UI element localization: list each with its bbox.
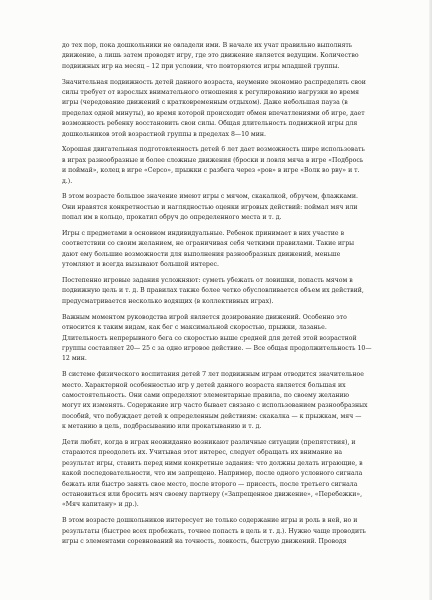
text-line: подвижных игр на месяц – 12 при условии, что повторяются игры младшей группы. bbox=[62, 62, 340, 70]
text-line: пределах одной минуты), во время которой происходит обмен впечатлениями об игре, дает bbox=[62, 109, 365, 117]
text-line: Игры с предметами в основном индивидуальные. Ребенок принимает в них участие в bbox=[62, 230, 345, 238]
text-line: пособий, что побуждает детей к определенным действиям: скакалка — к прыжкам, мяч — bbox=[62, 412, 362, 420]
text-line: Значительная подвижность детей данного возраста, неумение экономно распределять свои bbox=[62, 78, 366, 86]
text-line: игры (чередование движений с кратковременным отдыхом). Даже небольшая пауза (в bbox=[62, 99, 348, 107]
paragraph bbox=[62, 516, 391, 547]
text-line: остановиться или бросить мяч своему партнеру («Запрещенное движение», «Перебежки», bbox=[62, 490, 363, 498]
text-line: движение, а лишь затем проводят игру, где это движение является ведущим. Количество bbox=[62, 52, 359, 60]
paragraph bbox=[62, 313, 391, 365]
text-line: и поймай», колец в игре «Серсо», прыжки с разбега через «ров» в игре «Волк во рву» и т. bbox=[62, 167, 360, 175]
text-line: дошкольников этой возрастной группы в пределах 8—10 мин. bbox=[62, 130, 266, 138]
text-line: утомляют и всегда вызывают большой интерес. bbox=[62, 261, 219, 269]
text-line: игры с элементами соревнований на точность, ловкость, быструю движений. Проводя bbox=[62, 537, 347, 545]
text-line: В системе физического воспитания детей 7 лет подвижным играм отводится значительное bbox=[62, 371, 364, 379]
text-line: д.). bbox=[62, 177, 73, 185]
text-line: относится к таким видам, как бег с максимальной скоростью, прыжки, лазанье. bbox=[62, 324, 327, 332]
text-line: силы требует от взрослых внимательного отношения к регулированию нагрузки во время bbox=[62, 89, 360, 97]
text-line: Длительность непрерывного бега со скоростью выше средней для детей этой возрастной bbox=[62, 334, 357, 342]
text-line: результат игры, ставить перед ними конкретные задания: что должны делать играющие, в bbox=[62, 459, 363, 467]
text-line: какой последовательности, что им запрещено. Например, после одного условного сигнала bbox=[62, 470, 363, 478]
text-line: результаты (быстрее всех пробежать, точнее попасть в цель и т. д.). Нужно чаще проводить bbox=[62, 527, 366, 535]
text-line: самостоятельность. Они сами определяют элементарные правила, по своему желанию bbox=[62, 391, 350, 399]
text-line: подвижную цель и т. д. В правилах также более четко обусловливается объем их действий, bbox=[62, 287, 364, 295]
paragraph bbox=[62, 438, 391, 511]
text-line: Дети любят, когда в играх неожиданно возникают различные ситуации (препятствия), и bbox=[62, 438, 356, 446]
text-line: Важным моментом руководства игрой является дозирование движений. Особенно это bbox=[62, 313, 347, 321]
text-line: В этом возрасте дошкольников интересует не только содержание игры и роль в ней, но и bbox=[62, 517, 358, 525]
paragraph bbox=[62, 192, 391, 223]
text-line: Постепенно игровые задания усложняют: суметь убежать от ловишки, попасть мячом в bbox=[62, 277, 353, 285]
text-line: В этом возрасте большое значение имеют игры с мячом, скакалкой, обручем, флажками. bbox=[62, 193, 358, 201]
text-line: возможность ребенку восстановить свои силы. Общая длительность подвижной игры для bbox=[62, 120, 358, 128]
text-line: группы составляет 20— 25 с за одно игровое действие. — Все общая продолжительность 10— bbox=[62, 344, 372, 352]
text-line: предусматривается несколько водящих (в коллективных играх). bbox=[62, 297, 274, 305]
text-line: соответствии со своим желанием, не ограничивая себя четкими правилами. Такие игры bbox=[62, 240, 355, 248]
text-line: стараются преодолеть их. Учитывая этот интерес, следует обращать их внимание на bbox=[62, 449, 343, 457]
text-line: «Мяч капитану» и др.). bbox=[62, 501, 139, 509]
paragraph bbox=[62, 78, 391, 140]
text-line: дают ему большие возможности для выполнения разнообразных движений, меньше bbox=[62, 250, 341, 258]
paragraph bbox=[62, 41, 391, 72]
paragraph bbox=[62, 229, 391, 271]
paragraph bbox=[62, 145, 391, 187]
text-line: в играх разнообразные и более сложные движения (броски и ловля мяча в игре «Подбрось bbox=[62, 156, 364, 164]
paragraph bbox=[62, 276, 391, 307]
text-line: 12 мин. bbox=[62, 355, 87, 363]
text-line: Они нравятся конкретностью и наглядностью оценки игровых действий: поймал мяч или bbox=[62, 203, 358, 211]
text-line: бежать или быстро занять свое место, после второго — присесть, после третьего сигнала bbox=[62, 480, 358, 488]
text-line: попал им в кольцо, прокатил обруч до определенного места и т. д. bbox=[62, 214, 282, 222]
text-line: до тех пор, пока дошкольники не овладели ими. В начале их учат правильно выполнять bbox=[62, 42, 353, 49]
text-line: место. Характерной особенностью игр у детей данного возраста является большая их bbox=[62, 381, 346, 389]
text-line: Хорошая двигательная подготовленность детей 6 лет дает возможность шире использовать bbox=[62, 146, 365, 154]
paragraph bbox=[62, 370, 391, 432]
text-line: могут их изменять. Содержание игр часто бывает связано с использованием разнообразных bbox=[62, 402, 368, 410]
text-line: к метанию в цель, подбрасыванию или прокатыванию и т. д. bbox=[62, 423, 262, 431]
document-body bbox=[62, 41, 391, 547]
